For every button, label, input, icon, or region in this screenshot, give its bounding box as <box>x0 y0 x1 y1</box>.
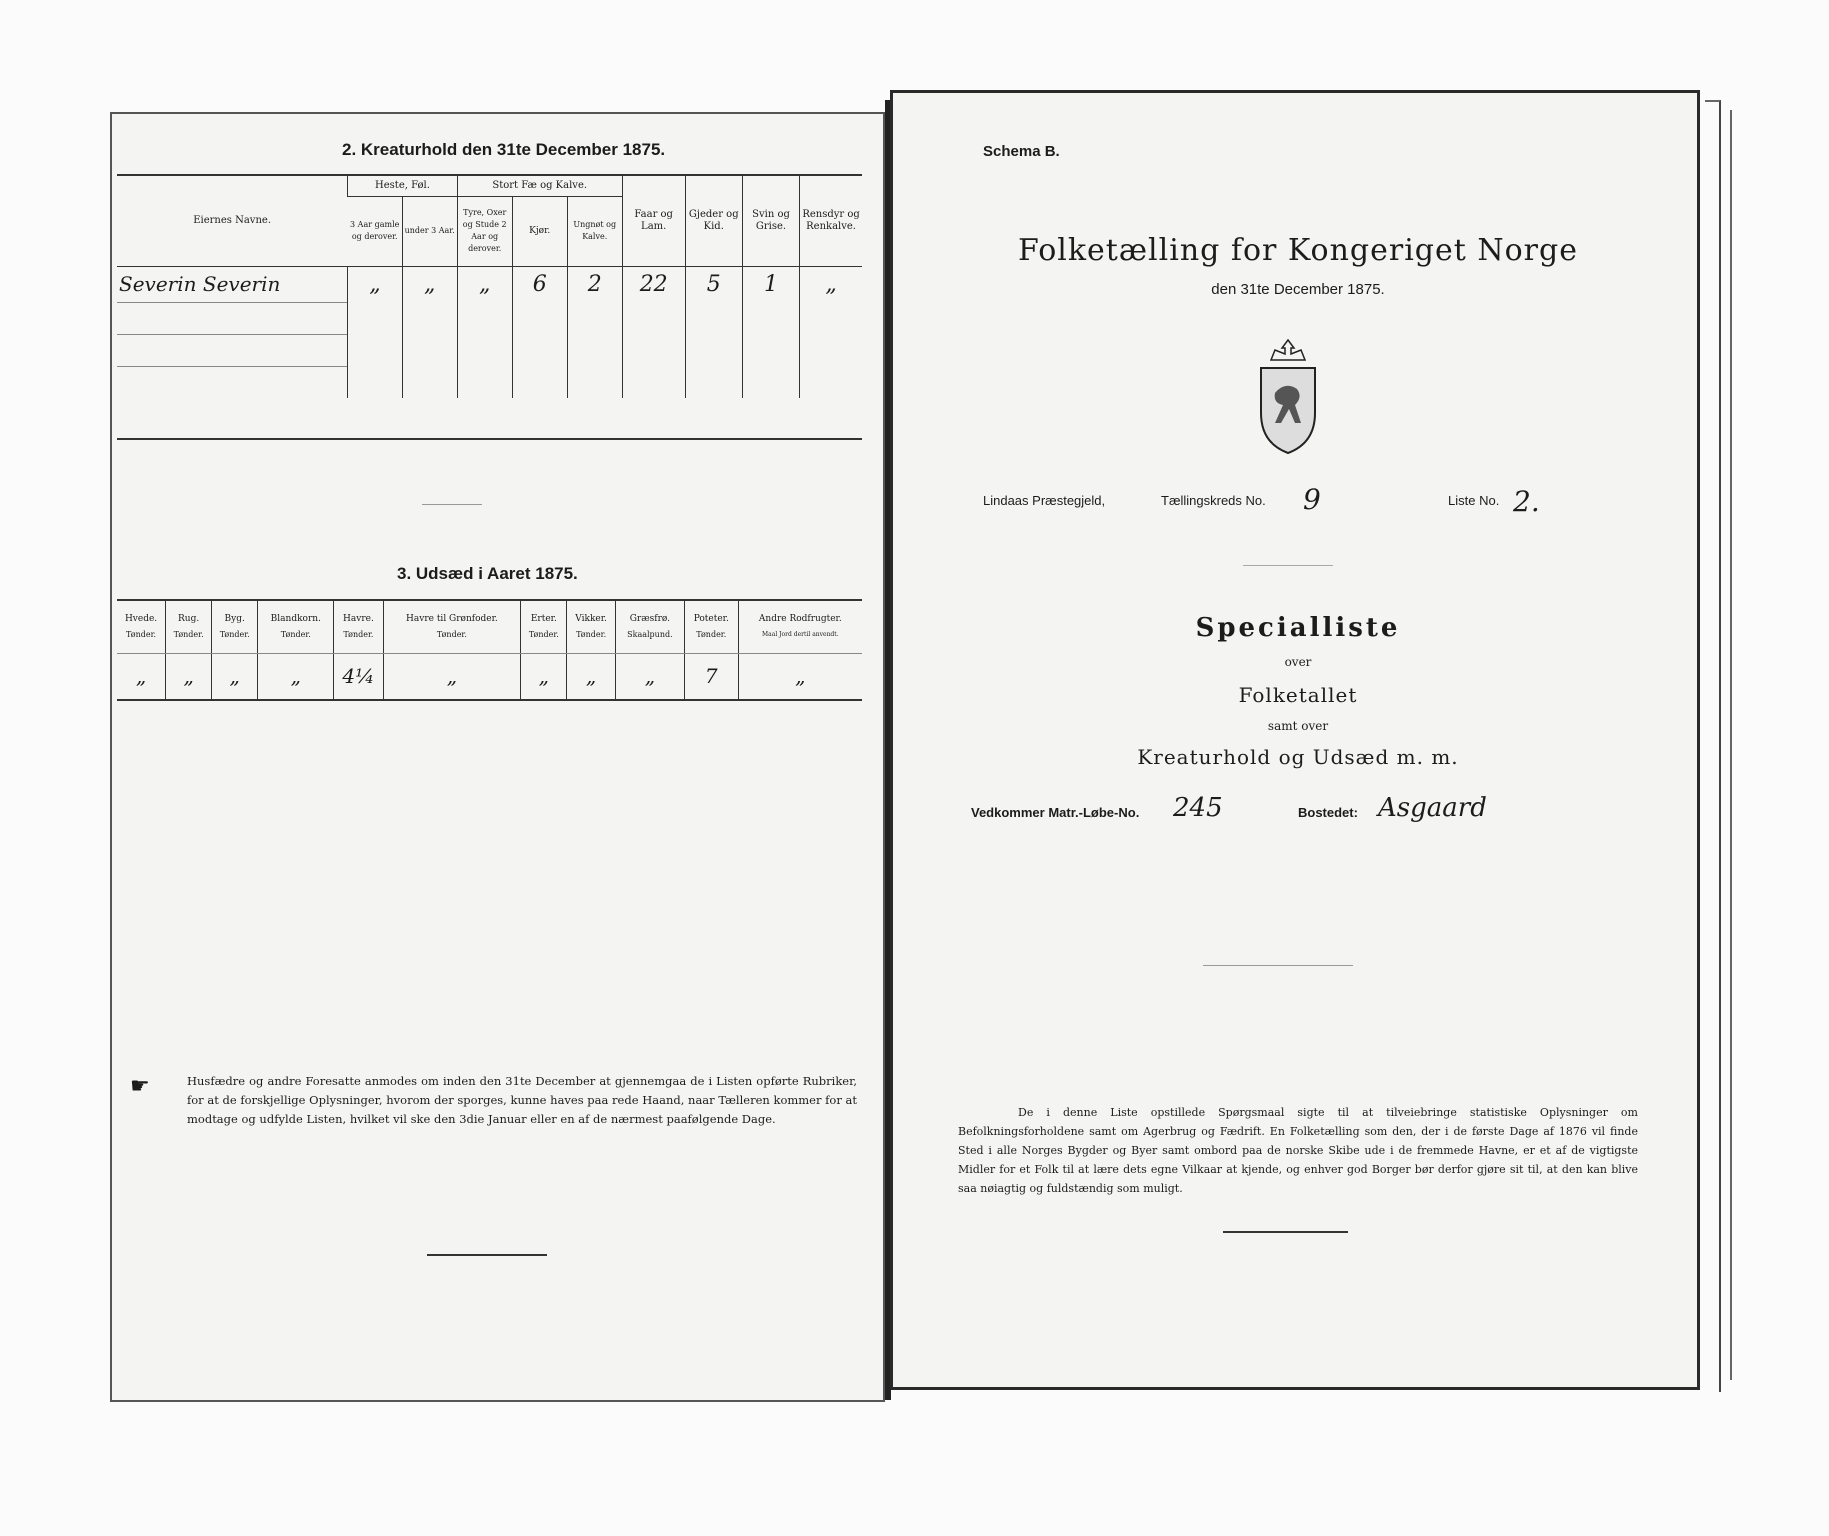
table-row <box>117 366 862 398</box>
seed-title: 3. Udsæd i Aaret 1875. <box>397 564 578 583</box>
list-value: 2. <box>1513 485 1540 518</box>
seed-crop-label: Vikker. <box>575 613 607 624</box>
seed-value-cell: „ <box>567 653 615 699</box>
seed-header-cell <box>738 601 862 653</box>
seed-header-cell <box>615 601 684 653</box>
seed-crop-label: Havre. <box>343 613 374 624</box>
cell: 5 <box>685 266 742 302</box>
table-row <box>117 653 862 699</box>
seed-crop-label: Hvede. <box>124 613 158 624</box>
seed-value-cell: „ <box>615 653 684 699</box>
seed-value-cell: „ <box>135 664 147 689</box>
list-label: Liste No. <box>1448 493 1500 508</box>
parish-label: Lindaas Præstegjeld, <box>983 493 1106 508</box>
cell: 22 <box>622 266 685 302</box>
pointing-hand-icon: ☛ <box>130 1074 150 1099</box>
seed-header-cell <box>383 601 521 653</box>
seed-value-cell: 4¼ <box>334 653 383 699</box>
kjor-header: Kjør. <box>512 196 567 266</box>
seed-crop-label: Andre Rodfrugter. <box>758 613 842 624</box>
seed-header-cell <box>521 601 567 653</box>
seed-header-cell <box>567 601 615 653</box>
seed-unit-label: Tønder. <box>219 629 250 639</box>
seed-unit-label: Tønder. <box>436 629 467 639</box>
seed-value-cell: „ <box>258 653 334 699</box>
coat-of-arms-icon <box>1253 338 1323 458</box>
kreatur-heading: Kreaturhold og Udsæd m. m. <box>1137 745 1459 769</box>
seed-unit-label: Tønder. <box>173 629 204 639</box>
cell: „ <box>402 266 457 302</box>
left-page <box>110 112 885 1402</box>
bosted-value: Asgaard <box>1378 793 1487 823</box>
seed-crop-label: Græsfrø. <box>629 613 671 624</box>
table-row <box>117 266 862 302</box>
table-bottom-rule <box>117 438 862 440</box>
over-text: over <box>1284 655 1312 669</box>
district-label: Tællingskreds No. <box>1161 493 1266 508</box>
cell: „ <box>800 266 862 302</box>
page-stack-edge <box>1705 100 1721 1392</box>
seed-value-cell: „ <box>383 653 521 699</box>
table-row <box>117 334 862 366</box>
heste-group-header: Heste, Føl. <box>348 176 457 196</box>
notice-text: Husfædre og andre Foresatte anmodes om inden den 31te December at gjennemgaa de i Listen opførte Rubriker, for at de forskjellige Oplysninger, hvorom der sporges, kunne haves paa rede Haand, naar Tælleren kommer for at modtage og udfylde Listen, hvilket vil ske den 3die Januar eller en af de nærmest paafølgende Dage. <box>187 1074 857 1126</box>
faar-header: Faar og Lam. <box>622 176 685 266</box>
seed-unit-label: Tønder. <box>696 629 727 639</box>
cell: 1 <box>742 266 799 302</box>
samt-text: samt over <box>1267 719 1329 733</box>
table-row <box>117 302 862 334</box>
seed-unit-label: Skaalpund. <box>627 629 673 639</box>
bosted-label: Bostedet: <box>1298 805 1358 820</box>
cell: „ <box>457 266 512 302</box>
stort-group-header: Stort Fæ og Kalve. <box>457 176 622 196</box>
seed-header-cell <box>117 601 166 653</box>
cell: „ <box>348 266 402 302</box>
right-page <box>890 90 1700 1390</box>
footnote-text: De i denne Liste opstillede Spørgsmaal sigte til at tilveiebringe statistiske Oplysninger om Befolkningsforholdene samt om Agerbrug og Fædrift. En Folketælling som den, der i de første Dage af 1876 vil finde Sted i alle Norges Bygder og Byer samt ombord paa de norske Skibe ude i de fremmede Havne, er et af de vigtigste Midler for et Folk til at lære dets egne Vilkaar at kjende, og enhver god Borger bør derfor gjøre sit til, at den kan blive saa nøiagtig og fuldstændig som muligt. <box>958 1106 1638 1195</box>
gjeder-header: Gjeder og Kid. <box>685 176 742 266</box>
seed-unit-label: Tønder. <box>528 629 559 639</box>
cover-date: den 31te December 1875. <box>1211 281 1385 298</box>
seed-unit-label: Tønder. <box>126 629 157 639</box>
svin-header: Svin og Grise. <box>742 176 799 266</box>
livestock-title: 2. Kreaturhold den 31te December 1875. <box>342 140 666 159</box>
matr-value: 245 <box>1173 793 1223 823</box>
matr-label: Vedkommer Matr.-Løbe-No. <box>971 805 1140 820</box>
seed-value-cell: 7 <box>684 653 738 699</box>
seed-table <box>117 601 862 699</box>
divider <box>1243 565 1333 566</box>
page-stack-edge <box>1722 110 1732 1380</box>
stort-a-header: Tyre, Oxer og Stude 2 Aar og derover. <box>457 196 512 266</box>
seed-value-cell: „ <box>212 653 258 699</box>
seed-bottom-rule <box>117 699 862 701</box>
divider <box>427 1254 547 1256</box>
seed-unit-label: Tønder. <box>576 629 607 639</box>
seed-crop-label: Erter. <box>530 613 557 624</box>
seed-header-cell <box>212 601 258 653</box>
seed-crop-label: Rug. <box>178 613 200 624</box>
district-value: 9 <box>1303 483 1321 516</box>
rensdyr-header: Rensdyr og Renkalve. <box>800 176 862 266</box>
seed-unit-label: Maal Jord dertil anvendt. <box>762 630 839 638</box>
seed-unit-label: Tønder. <box>280 629 311 639</box>
seed-header-cell <box>684 601 738 653</box>
seed-header-cell <box>334 601 383 653</box>
seed-value-cell: „ <box>521 653 567 699</box>
seed-header-cell <box>258 601 334 653</box>
heste-b-header: under 3 Aar. <box>402 196 457 266</box>
cover-title: Folketælling for Kongeriget Norge <box>1018 233 1578 268</box>
divider <box>1223 1231 1348 1233</box>
seed-header-cell <box>166 601 212 653</box>
seed-crop-label: Havre til Grønfoder. <box>406 613 498 624</box>
seed-unit-label: Tønder. <box>343 629 374 639</box>
folketallet-heading: Folketallet <box>1238 683 1358 707</box>
owner-header: Eiernes Navne. <box>117 176 348 266</box>
livestock-table <box>117 176 862 398</box>
cell: 6 <box>512 266 567 302</box>
seed-crop-label: Blandkorn. <box>270 613 321 624</box>
heste-a-header: 3 Aar gamle og derover. <box>348 196 402 266</box>
seed-crop-label: Byg. <box>224 613 245 624</box>
seed-value-cell: „ <box>738 653 862 699</box>
divider <box>422 504 482 505</box>
seed-value-cell: „ <box>166 653 212 699</box>
schema-label: Schema B. <box>983 143 1060 160</box>
special-heading: Specialliste <box>1195 613 1401 643</box>
owner-name: Severin Severin <box>119 272 281 296</box>
divider <box>1203 965 1353 966</box>
ungnot-header: Ungnøt og Kalve. <box>567 196 622 266</box>
seed-crop-label: Poteter. <box>693 613 729 624</box>
cell: 2 <box>567 266 622 302</box>
